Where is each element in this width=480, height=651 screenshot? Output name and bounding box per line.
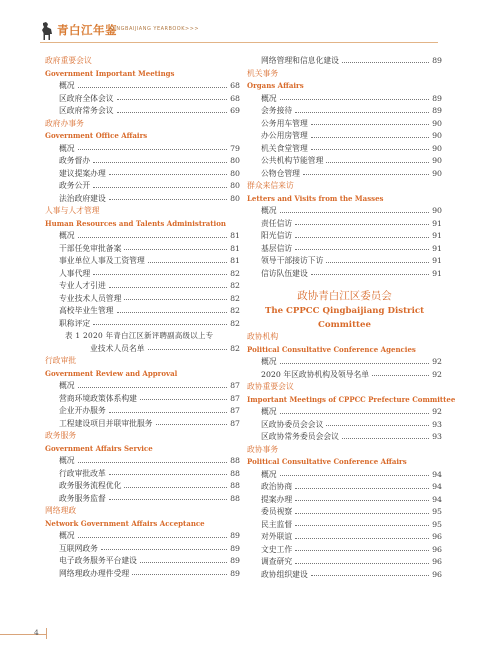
leader-dots <box>78 387 227 388</box>
leader-dots <box>140 399 227 400</box>
toc-right-column <box>247 55 456 581</box>
section-heading-en: Letters and Visits from the Masses <box>247 193 384 203</box>
entry-title: 提案办理 <box>261 494 293 504</box>
toc-entry[interactable] <box>45 405 240 418</box>
entry-title: 概况 <box>59 81 75 90</box>
entry-title: 电子政务服务平台建设 <box>59 556 137 565</box>
toc-entry[interactable] <box>45 155 240 168</box>
entry-page-number: 92 <box>432 357 442 366</box>
leader-dots <box>156 424 228 425</box>
toc-entry[interactable] <box>45 80 240 93</box>
toc-entry[interactable] <box>247 544 442 557</box>
leader-dots <box>101 549 227 550</box>
entry-page-number: 82 <box>230 306 240 315</box>
leader-dots <box>124 299 227 300</box>
entry-title: 概况 <box>59 531 75 540</box>
leader-dots <box>326 262 429 263</box>
entry-page-number: 96 <box>432 544 442 554</box>
entry-page-number: 95 <box>432 507 442 516</box>
entry-page-number: 89 <box>230 531 240 540</box>
leader-dots <box>117 312 228 313</box>
toc-entry[interactable] <box>247 55 442 68</box>
entry-title: 人事代理 <box>59 268 91 278</box>
toc-entry[interactable] <box>247 130 442 143</box>
leader-dots <box>93 187 227 188</box>
toc-entry[interactable] <box>247 143 442 156</box>
toc-entry[interactable] <box>247 406 442 419</box>
leader-dots <box>295 249 429 250</box>
section-heading-en: Network Government Affairs Acceptance <box>45 518 205 528</box>
leader-dots <box>140 562 227 563</box>
entry-page-number: 88 <box>230 493 240 503</box>
entry-title: 专业人才引进 <box>59 281 106 290</box>
toc-entry[interactable] <box>247 155 442 168</box>
toc-entry[interactable] <box>45 93 240 106</box>
entry-title: 区政府全体会议 <box>59 93 114 103</box>
leader-dots <box>109 199 227 200</box>
leader-dots <box>78 462 227 463</box>
entry-page-number: 82 <box>230 268 240 278</box>
entry-title: 基层信访 <box>261 243 293 253</box>
page-header <box>0 0 480 52</box>
leader-dots <box>109 412 227 413</box>
entry-page-number: 88 <box>230 456 240 465</box>
entry-title: 委员视察 <box>261 507 293 516</box>
leader-dots <box>295 112 429 113</box>
entry-title: 政务服务监督 <box>59 493 106 503</box>
toc-entry[interactable] <box>247 481 442 494</box>
entry-page-number: 82 <box>230 318 240 328</box>
entry-page-number: 96 <box>432 532 442 541</box>
entry-page-number: 90 <box>432 206 442 215</box>
entry-page-number: 96 <box>432 569 442 579</box>
leader-dots <box>311 274 429 275</box>
entry-page-number: 80 <box>230 168 240 178</box>
entry-title: 概况 <box>59 231 75 240</box>
entry-page-number: 91 <box>432 256 442 265</box>
entry-title: 概况 <box>261 206 277 215</box>
leader-dots <box>93 274 227 275</box>
leader-dots <box>78 537 227 538</box>
entry-title: 政协组织建设 <box>261 569 308 579</box>
entry-page-number: 69 <box>230 106 240 115</box>
toc-entry[interactable] <box>45 468 240 481</box>
toc-entry[interactable] <box>45 243 240 256</box>
leader-dots <box>295 563 429 564</box>
entry-page-number: 94 <box>432 469 442 479</box>
entry-page-number: 90 <box>432 143 442 153</box>
table-entry[interactable] <box>45 330 240 343</box>
entry-page-number: 90 <box>432 168 442 178</box>
entry-title: 区政协委员会会议 <box>261 419 324 429</box>
toc-entry[interactable] <box>247 419 442 432</box>
entry-title: 建议提案办理 <box>59 168 106 178</box>
leader-dots <box>295 224 429 225</box>
toc-entry[interactable] <box>45 493 240 506</box>
entry-title: 表 1 2020 年青白江区新评聘副高级以上专 <box>65 331 214 340</box>
leader-dots <box>326 162 429 163</box>
toc-entry[interactable] <box>45 568 240 581</box>
leader-dots <box>280 413 429 414</box>
entry-page-number: 80 <box>230 193 240 203</box>
entry-page-number: 91 <box>432 243 442 253</box>
toc-entry[interactable] <box>247 356 442 369</box>
leader-dots <box>93 162 227 163</box>
entry-page-number: 91 <box>432 268 442 278</box>
entry-page-number: 93 <box>432 432 442 441</box>
entry-title: 行政审批改革 <box>59 468 106 478</box>
entry-title: 阳光信访 <box>261 231 293 240</box>
horse-logo-icon <box>40 21 54 41</box>
leader-dots <box>109 174 227 175</box>
leader-dots <box>78 149 227 150</box>
entry-title: 区政协常务委员会会议 <box>261 432 339 441</box>
entry-title: 网络理政办理件受理 <box>59 568 130 578</box>
entry-title: 互联网政务 <box>59 543 98 553</box>
entry-title: 领导干部接访下访 <box>261 256 324 265</box>
toc-entry[interactable] <box>45 393 240 406</box>
part-title-en: The CPPCC Qingbaijiang District Committee <box>264 306 425 330</box>
toc-left-column <box>45 55 240 580</box>
entry-page-number: 90 <box>432 156 442 165</box>
entry-page-number: 68 <box>230 81 240 90</box>
leader-dots <box>148 262 227 263</box>
entry-page-number: 89 <box>230 543 240 553</box>
entry-page-number: 92 <box>432 369 442 379</box>
leader-dots <box>132 574 227 575</box>
leader-dots <box>311 137 429 138</box>
section-heading-en: Government Review and Approval <box>45 368 178 378</box>
entry-page-number: 94 <box>432 494 442 504</box>
leader-dots <box>295 500 429 501</box>
leader-dots <box>295 237 429 238</box>
leader-dots <box>93 324 227 325</box>
entry-title: 网络管理和信息化建设 <box>261 56 339 65</box>
entry-title: 工程建设项目并联审批服务 <box>59 418 153 428</box>
leader-dots <box>326 425 429 426</box>
entry-title: 文史工作 <box>261 544 293 554</box>
section-heading-en: Important Meetings of CPPCC Prefecture Committee <box>247 394 456 404</box>
toc-entry[interactable] <box>45 180 240 193</box>
toc-entry[interactable] <box>247 531 442 544</box>
leader-dots <box>117 112 228 113</box>
toc-entry[interactable] <box>45 380 240 393</box>
leader-dots <box>78 237 227 238</box>
entry-title: 调查研究 <box>261 557 293 566</box>
entry-page-number: 88 <box>230 481 240 490</box>
leader-dots <box>295 538 429 539</box>
entry-title: 公共机构节能管理 <box>261 156 324 165</box>
section-heading: 政协机构 <box>247 332 279 341</box>
leader-dots <box>311 124 429 125</box>
leader-dots <box>117 99 228 100</box>
toc-entry[interactable] <box>247 105 442 118</box>
entry-page-number: 87 <box>230 406 240 415</box>
toc-entry[interactable] <box>45 280 240 293</box>
entry-title: 政务督办 <box>59 156 91 165</box>
toc-entry[interactable] <box>247 369 442 382</box>
entry-title: 干部任免审批备案 <box>59 243 122 253</box>
leader-dots <box>148 349 228 350</box>
entry-page-number: 80 <box>230 156 240 165</box>
toc-entry[interactable] <box>45 293 240 306</box>
toc-entry[interactable] <box>247 469 442 482</box>
toc-entry[interactable] <box>247 556 442 569</box>
leader-dots <box>342 62 429 63</box>
entry-page-number: 80 <box>230 181 240 190</box>
entry-title: 概况 <box>59 456 75 465</box>
section-heading-en: Government Office Affairs <box>45 131 148 140</box>
section-heading-en: Political Consultative Conference Agencies <box>247 344 416 354</box>
leader-dots <box>124 487 227 488</box>
section-heading-en: Human Resources and Talents Administration <box>45 218 226 228</box>
entry-page-number: 91 <box>432 218 442 228</box>
entry-page-number: 89 <box>432 106 442 115</box>
section-heading-en: Government Affairs Service <box>45 443 153 453</box>
footer-line <box>0 634 46 635</box>
toc-entry[interactable] <box>45 305 240 318</box>
toc-entry[interactable] <box>45 268 240 281</box>
entry-page-number: 96 <box>432 557 442 566</box>
toc-entry[interactable] <box>45 418 240 431</box>
toc-entry[interactable] <box>247 205 442 218</box>
leader-dots <box>295 488 429 489</box>
entry-title: 民主监督 <box>261 519 293 529</box>
toc-entry[interactable] <box>45 530 240 543</box>
leader-dots <box>280 99 429 100</box>
entry-page-number: 94 <box>432 482 442 491</box>
toc-entry[interactable] <box>247 243 442 256</box>
section-heading: 政府办事务 <box>45 118 84 128</box>
yearbook-title-en: QINGBAIJIANG YEARBOOK>>> <box>110 26 200 32</box>
entry-title: 业技术人员名单 <box>90 343 145 353</box>
entry-title: 职称评定 <box>59 318 91 328</box>
entry-page-number: 89 <box>432 56 442 65</box>
toc-entry[interactable] <box>45 230 240 243</box>
leader-dots <box>124 249 227 250</box>
section-heading: 政协事务 <box>247 444 279 454</box>
toc-entry[interactable] <box>45 193 240 206</box>
toc-entry[interactable] <box>247 519 442 532</box>
toc-entry[interactable] <box>247 255 442 268</box>
entry-title: 概况 <box>261 357 277 366</box>
toc-entry[interactable] <box>247 268 442 281</box>
entry-page-number: 82 <box>230 343 240 353</box>
entry-page-number: 90 <box>432 131 442 140</box>
entry-page-number: 88 <box>230 468 240 478</box>
leader-dots <box>109 474 227 475</box>
toc-entry[interactable] <box>247 230 442 243</box>
entry-title: 概况 <box>261 93 277 103</box>
toc-entry[interactable] <box>45 455 240 468</box>
section-heading: 机关事务 <box>247 68 279 78</box>
toc-entry[interactable] <box>45 105 240 118</box>
section-heading-en: Organs Affairs <box>247 81 304 90</box>
entry-title: 高校毕业生管理 <box>59 306 114 315</box>
toc-entry[interactable] <box>247 494 442 507</box>
toc-entry[interactable] <box>45 480 240 493</box>
entry-title: 区政府常务会议 <box>59 106 114 115</box>
leader-dots <box>303 174 429 175</box>
entry-title: 公物仓管理 <box>261 168 300 178</box>
leader-dots <box>372 375 429 376</box>
entry-page-number: 95 <box>432 519 442 529</box>
entry-page-number: 89 <box>230 556 240 565</box>
entry-page-number: 87 <box>230 381 240 390</box>
toc-entry[interactable] <box>45 343 240 356</box>
leader-dots <box>295 513 429 514</box>
leader-dots <box>295 525 429 526</box>
entry-title: 政治协商 <box>261 482 293 491</box>
toc-entry[interactable] <box>45 255 240 268</box>
toc-entry[interactable] <box>247 118 442 131</box>
toc-entry[interactable] <box>45 318 240 331</box>
page-number: 4 <box>34 628 39 637</box>
entry-page-number: 79 <box>230 143 240 153</box>
entry-title: 信访队伍建设 <box>261 268 308 278</box>
entry-title: 政务服务流程优化 <box>59 481 122 490</box>
toc-entry[interactable] <box>247 431 442 444</box>
entry-title: 概况 <box>59 143 75 153</box>
toc-entry[interactable] <box>247 218 442 231</box>
entry-title: 对外联谊 <box>261 532 293 541</box>
footer-divider <box>46 628 47 639</box>
entry-page-number: 81 <box>230 231 240 240</box>
section-heading: 政务服务 <box>45 431 77 440</box>
entry-page-number: 90 <box>432 118 442 128</box>
section-heading-en: Government Important Meetings <box>45 68 175 78</box>
entry-title: 办公用房管理 <box>261 131 308 140</box>
entry-title: 概况 <box>59 381 75 390</box>
leader-dots <box>78 87 227 88</box>
leader-dots <box>311 575 429 576</box>
toc-entry[interactable] <box>45 555 240 568</box>
leader-dots <box>109 499 227 500</box>
entry-title: 会务接待 <box>261 106 293 115</box>
leader-dots <box>109 287 227 288</box>
toc-entry[interactable] <box>247 168 442 181</box>
entry-page-number: 89 <box>230 568 240 578</box>
section-heading-en: Political Consultative Conference Affairs <box>247 457 407 466</box>
section-heading: 行政审批 <box>45 356 77 365</box>
entry-page-number: 92 <box>432 407 442 416</box>
entry-page-number: 81 <box>230 256 240 265</box>
section-heading: 政府重要会议 <box>45 56 92 65</box>
entry-page-number: 87 <box>230 418 240 428</box>
entry-title: 责任信访 <box>261 218 293 228</box>
entry-page-number: 68 <box>230 93 240 103</box>
section-heading: 网络理政 <box>45 506 77 515</box>
entry-title: 法治政府建设 <box>59 193 106 203</box>
leader-dots <box>280 475 429 476</box>
entry-title: 2020 年区政协机构及领导名单 <box>261 369 370 379</box>
leader-dots <box>280 212 429 213</box>
entry-page-number: 91 <box>432 231 442 240</box>
entry-title: 政务公开 <box>59 181 91 190</box>
entry-page-number: 93 <box>432 419 442 429</box>
entry-page-number: 82 <box>230 293 240 303</box>
toc-entry[interactable] <box>247 506 442 519</box>
entry-title: 概况 <box>261 407 277 416</box>
entry-title: 营商环境政策体系构建 <box>59 393 137 403</box>
leader-dots <box>342 438 429 439</box>
entry-title: 事业单位人事及工资管理 <box>59 256 145 265</box>
leader-dots <box>311 149 429 150</box>
entry-title: 概况 <box>261 469 277 479</box>
entry-title: 公务用车管理 <box>261 118 308 128</box>
section-heading: 人事与人才管理 <box>45 206 100 215</box>
toc-entry[interactable] <box>247 93 442 106</box>
entry-page-number: 81 <box>230 243 240 253</box>
yearbook-title: 青白江年鉴 <box>57 23 117 37</box>
section-heading: 政协重要会议 <box>247 382 294 391</box>
entry-title: 专业技术人员管理 <box>59 293 122 303</box>
toc-entry[interactable] <box>45 543 240 556</box>
entry-page-number: 82 <box>230 281 240 290</box>
entry-page-number: 87 <box>230 393 240 403</box>
header-divider <box>40 42 438 43</box>
leader-dots <box>295 550 429 551</box>
entry-title: 机关食堂管理 <box>261 143 308 153</box>
leader-dots <box>280 363 429 364</box>
toc-entry[interactable] <box>45 168 240 181</box>
toc-entry[interactable] <box>247 569 442 582</box>
section-heading: 群众来信来访 <box>247 181 294 190</box>
entry-title: 企业开办服务 <box>59 406 106 415</box>
entry-page-number: 89 <box>432 93 442 103</box>
toc-entry[interactable] <box>45 143 240 156</box>
part-title: 政协青白江区委员会 <box>297 290 392 302</box>
